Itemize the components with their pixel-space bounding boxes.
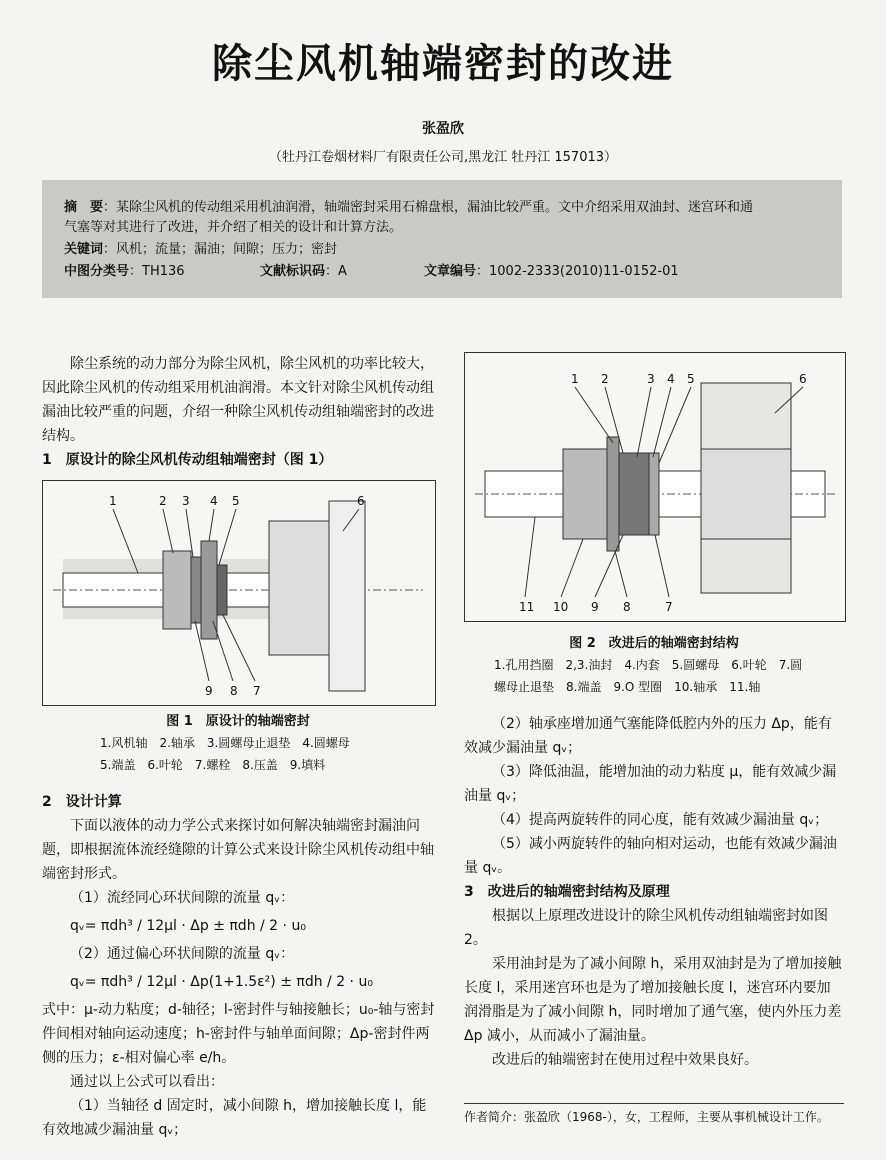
right-column-lower (464, 712, 844, 1072)
leader2-5 (659, 387, 691, 463)
fig1-label-4: 4 (210, 494, 218, 508)
calc-intro: 下面以液体的动力学公式来探讨如何解决轴端密封漏油问题，即根据流体流经缝隙的计算公式来设计除尘风机传动组中轴端密封形式。 (42, 818, 434, 882)
leader2-8 (615, 551, 627, 597)
figure-2-legend-line-1: 1.孔用挡圈 2,3.油封 4.内套 5.圆螺母 6.叶轮 7.圆 (494, 658, 803, 672)
point-5: （5）减小两旋转件的轴向相对运动，也能有效减少漏油量 qᵥ。 (464, 836, 837, 876)
articleno-label: 文章编号 (424, 264, 477, 279)
fig2-label-7: 7 (665, 600, 673, 614)
figure-1-caption: 图 1 原设计的轴端密封 (166, 714, 310, 729)
symbol-definitions: 式中：μ-动力粘度；d-轴径；l-密封件与轴接触长；u₀-轴与密封件间相对轴向运动速度；h-密封件与轴单面间隙；Δp-密封件两侧的压力；ε-相对偏心率 e/h。 (42, 1002, 435, 1066)
figure-1-legend-line-1: 1.风机轴 2.轴承 3.圆螺母止退垫 4.圆螺母 (100, 736, 350, 750)
classification-line (64, 262, 185, 282)
impeller (329, 501, 365, 691)
leader-5 (219, 509, 236, 565)
keywords (64, 240, 337, 260)
section-2-heading: 2 设计计算 (42, 794, 122, 810)
leader2-7 (655, 535, 669, 597)
formula-2: qᵥ= πdh³ / 12μl · Δp(1+1.5ε²) ± πdh / 2 · u₀ (70, 974, 373, 990)
section-3-paragraph-1: 根据以上原理改进设计的除尘风机传动组轴端密封如图 2。 (464, 908, 828, 948)
author-bio-footnote: 作者简介：张盈欣（1968-），女，工程师，主要从事机械设计工作。 (464, 1110, 829, 1124)
item-2: （2）通过偏心环状间隙的流量 qᵥ： (70, 946, 295, 962)
doccode (260, 262, 347, 282)
fig1-label-2: 2 (159, 494, 167, 508)
paper-title: 除尘风机轴端密封的改进 (212, 41, 674, 87)
left-column (42, 352, 438, 472)
inner-sleeve (649, 453, 659, 535)
figure-2-drawing (465, 353, 845, 621)
point-1: （1）当轴径 d 固定时，减小间隙 h，增加接触长度 l，能有效地减少漏油量 qᵥ； (42, 1098, 427, 1138)
bearing-2 (563, 449, 607, 539)
fig2-label-3: 3 (647, 372, 655, 386)
figure-2-legend (494, 654, 834, 698)
item-1: （1）流经同心环状间隙的流量 qᵥ： (70, 890, 295, 906)
fig1-label-3: 3 (182, 494, 190, 508)
keywords-text: ：风机；流量；漏油；间隙；压力；密封 (103, 242, 338, 257)
section-3-paragraph-3: 改进后的轴端密封在使用过程中效果良好。 (492, 1052, 758, 1068)
figure-1 (42, 480, 436, 706)
fig1-label-8: 8 (230, 684, 238, 698)
abstract-text-1: ：某除尘风机的传动组采用机油润滑，轴端密封采用石棉盘根，漏油比较严重。文中介绍采用双油封、迷宫环和通 (103, 200, 754, 215)
point-4: （4）提高两旋转件的同心度，能有效减少漏油量 qᵥ； (492, 812, 829, 828)
figure-1-legend (100, 732, 400, 776)
fig2-label-10: 10 (553, 600, 569, 614)
leader2-4 (653, 387, 671, 457)
fig1-label-9: 9 (205, 684, 213, 698)
figure-2-caption: 图 2 改进后的轴端密封结构 (569, 636, 739, 651)
leader2-3 (637, 387, 651, 457)
section-3-heading: 3 改进后的轴端密封结构及原理 (464, 884, 670, 900)
leader-2 (163, 509, 173, 553)
impeller-hub-2 (701, 449, 791, 539)
fig2-label-9: 9 (591, 600, 599, 614)
fig2-label-2: 2 (601, 372, 609, 386)
abstract-line-1 (64, 198, 753, 218)
formula-1: qᵥ= πdh³ / 12μl · Δp ± πdh / 2 · u₀ (70, 918, 306, 934)
oil-seal (619, 453, 649, 535)
article-number (424, 262, 679, 282)
fig2-label-6: 6 (799, 372, 807, 386)
fig1-label-7: 7 (253, 684, 261, 698)
conclusion-intro: 通过以上公式可以看出： (70, 1074, 224, 1090)
fig1-label-1: 1 (109, 494, 117, 508)
fig1-label-6: 6 (357, 494, 365, 508)
fig1-label-5: 5 (232, 494, 240, 508)
point-3: （3）降低油温，能增加油的动力粘度 μ，能有效减少漏油量 qᵥ； (464, 764, 837, 804)
fig2-label-11: 11 (519, 600, 535, 614)
section-1-heading: 1 原设计的除尘风机传动组轴端密封（图 1） (42, 452, 333, 468)
doccode-value: ：A (325, 264, 347, 279)
point-2: （2）轴承座增加通气塞能降低腔内外的压力 Δp，能有效减少漏油量 qᵥ； (464, 716, 832, 756)
abstract-label: 摘 要 (64, 200, 104, 215)
left-column-lower (42, 790, 438, 1142)
figure-1-legend-line-2: 5.端盖 6.叶轮 7.螺栓 8.压盖 9.填料 (100, 758, 326, 772)
section-3-paragraph-2: 采用油封是为了减小间隙 h，采用双油封是为了增加接触长度 l，采用迷宫环也是为了增加接触长度 l，迷宫环内要加润滑脂是为了减小间隙 h，同时增加了通气塞，使内外压力差 Δp 减小，从而减小了漏油量。 (464, 956, 842, 1044)
figure-2-legend-line-2: 螺母止退垫 8.端盖 9.O 型圈 10.轴承 11.轴 (494, 680, 761, 694)
retaining-ring (607, 437, 619, 551)
lock-washer (191, 557, 201, 623)
fig2-label-4: 4 (667, 372, 675, 386)
leader-4 (209, 509, 214, 541)
impeller-hub (269, 521, 329, 655)
figure-1-drawing (43, 481, 435, 705)
fig2-label-5: 5 (687, 372, 695, 386)
figure-2 (464, 352, 846, 622)
leader-7 (223, 615, 255, 681)
abstract-text-2: 气塞等对其进行了改进，并介绍了相关的设计和计算方法。 (64, 220, 403, 235)
abstract-box (42, 180, 842, 298)
leader-3 (186, 509, 193, 557)
doccode-label: 文献标识码 (260, 264, 326, 279)
abstract-line-2 (64, 218, 402, 238)
footnote-divider (464, 1103, 844, 1104)
bearing (163, 551, 191, 629)
leader2-10 (561, 539, 583, 597)
clc-value: ：TH136 (129, 264, 185, 279)
keywords-label: 关键词 (64, 242, 104, 257)
author: 张盈欣 (422, 121, 464, 137)
fig2-label-1: 1 (571, 372, 579, 386)
fig2-label-8: 8 (623, 600, 631, 614)
leader2-11 (525, 517, 535, 597)
articleno-value: ：1002-2333(2010)11-0152-01 (476, 264, 679, 279)
affiliation: （牡丹江卷烟材料厂有限责任公司,黑龙江 牡丹江 157013） (268, 150, 618, 165)
clc-label: 中图分类号 (64, 264, 130, 279)
intro-paragraph: 除尘系统的动力部分为除尘风机，除尘风机的功率比较大，因此除尘风机的传动组采用机油润滑。本文针对除尘风机传动组漏油比较严重的问题，介绍一种除尘风机传动组轴端密封的改进结构。 (42, 356, 434, 444)
gland (217, 565, 227, 615)
